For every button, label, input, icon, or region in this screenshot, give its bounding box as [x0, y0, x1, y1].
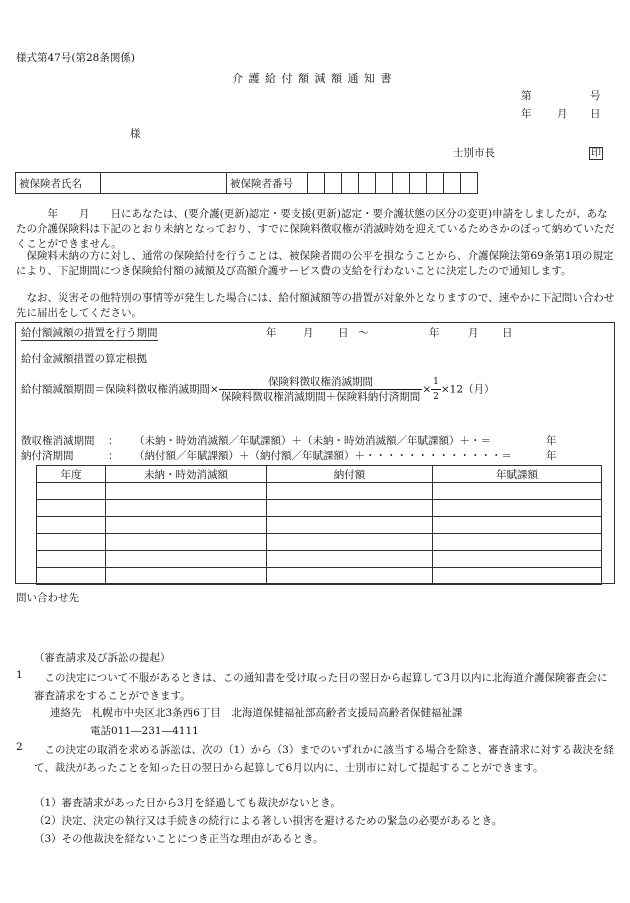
appeal-item2-number: 2 — [16, 741, 23, 753]
half-numerator: 1 — [431, 375, 441, 390]
grid-cell[interactable] — [106, 568, 267, 585]
paragraph-application: 年 月 日にあなたは、(要介護(更新)認定・要支援(更新)認定・要介護状態の区分の変更)申請をしましたが、あなたの介護保険料は下記のとおり未納となっており、すでに保険料徴収権が消滅時効を迎えているためさかのぼって納めていただくことができません。 — [16, 208, 615, 250]
table-row — [37, 551, 602, 568]
insured-number-cell[interactable] — [444, 173, 461, 194]
formula-lhs: 給付額減額期間＝保険料徴収権消滅期間× — [21, 383, 219, 396]
grid-header-row — [37, 466, 602, 483]
insured-number-cell[interactable] — [359, 173, 376, 194]
grid-cell[interactable] — [106, 551, 267, 568]
insured-number-cell[interactable] — [427, 173, 444, 194]
period-tilde: 〜 — [358, 327, 369, 339]
table-row — [37, 483, 602, 500]
doc-no-go: 号 — [590, 90, 601, 102]
expiry-period-colon: ： — [108, 435, 119, 447]
grid-cell[interactable] — [37, 500, 106, 517]
grid-cell[interactable] — [106, 517, 267, 534]
appeal-item2-text: この決定の取消を求める訴訟は、次の（1）から（3）までのいずれかに該当する場合を除き、審査請求に対する裁決を経て、裁決があったことを知った日の翌日から起算して6月以内に、士別市に対して提起することができます。 — [34, 744, 614, 774]
paragraph-notice: なお、災害その他特別の事情等が発生した場合には、給付額減額等の措置が対象外となりますので、速やかに下記問い合わせ先に届出をしてください。 — [16, 292, 615, 319]
grid-cell[interactable] — [37, 568, 106, 585]
grid-cell[interactable] — [433, 551, 602, 568]
period-start-year: 年 — [266, 327, 277, 339]
insured-name-label: 被保険者氏名 — [16, 173, 101, 194]
grid-cell[interactable] — [267, 483, 433, 500]
period-end-year: 年 — [429, 327, 440, 339]
appeal-sub-1: （1）審査請求があった日から3月を経過しても裁決がないとき。 — [34, 797, 341, 809]
table-row — [37, 500, 602, 517]
paid-period-label: 納付済期間 — [21, 450, 74, 462]
insured-number-cell[interactable] — [393, 173, 410, 194]
appeal-item1-text: この決定について不服があるときは、この通知書を受け取った日の翌日から起算して3月以内に北海道介護保険審査会に審査請求をすることができます。 — [34, 672, 608, 702]
table-row — [37, 517, 602, 534]
period-start-day: 日 — [338, 327, 349, 339]
grid-cell[interactable] — [433, 500, 602, 517]
formula-fraction — [219, 375, 423, 404]
period-label: 給付額減額の措置を行う期間 — [21, 327, 158, 339]
period-end-day: 日 — [502, 327, 513, 339]
appeal-sub-3: （3）その他裁決を経ないことにつき正当な理由があるとき。 — [34, 833, 324, 845]
formula-numerator: 保険料徴収権消滅期間 — [219, 375, 423, 390]
insured-number-cell[interactable] — [410, 173, 427, 194]
grid-cell[interactable] — [433, 517, 602, 534]
appeal-sub-2: （2）決定、決定の執行又は手続きの続行による著しい損害を避けるための緊急の必要があるとき。 — [34, 815, 503, 827]
insured-info-table — [15, 172, 478, 194]
contact-address: 連絡先 札幌市中央区北3条西6丁目 北海道保健福祉部高齢者支援局高齢者保健福祉課 — [50, 707, 463, 719]
grid-header-paid: 納付額 — [267, 466, 433, 483]
grid-cell[interactable] — [267, 568, 433, 585]
table-row — [37, 534, 602, 551]
form-number: 様式第47号(第28条関係) — [16, 52, 135, 64]
premium-grid — [36, 465, 602, 585]
grid-cell[interactable] — [106, 483, 267, 500]
grid-header-year: 年度 — [37, 466, 106, 483]
contact-phone: 電話011―231―4111 — [90, 725, 199, 737]
insured-name-field[interactable] — [101, 173, 227, 194]
formula-tail: ×12（月） — [440, 383, 495, 396]
expiry-period-expression: （未納・時効消滅額／年賦課額）＋（未納・時効消滅額／年賦課額）＋・＝ — [134, 435, 491, 447]
table-row — [37, 568, 602, 585]
premium-grid-wrap — [36, 465, 602, 585]
paid-period-unit: 年 — [546, 450, 557, 462]
expiry-period-unit: 年 — [546, 435, 557, 447]
addressee-suffix: 様 — [130, 128, 141, 140]
grid-header-unpaid: 未納・時効消滅額 — [106, 466, 267, 483]
date-year: 年 — [521, 108, 532, 120]
grid-cell[interactable] — [433, 483, 602, 500]
seal-mark: 印 — [591, 148, 601, 159]
grid-cell[interactable] — [37, 517, 106, 534]
basis-label: 給付金減額措置の算定根拠 — [21, 353, 147, 365]
paragraph-decision: 保険料未納の方に対し、通常の保険給付を行うことは、被保険者間の公平を損なうことから、介護保険法第69条第1項の規定により、下記期間につき保険給付額の減額及び高額介護サービス費の支給を行わないことに決定したので通知します。 — [16, 250, 614, 277]
grid-cell[interactable] — [267, 551, 433, 568]
insured-number-cell[interactable] — [325, 173, 342, 194]
insured-number-cell[interactable] — [342, 173, 359, 194]
calculation-box — [15, 322, 615, 584]
grid-cell[interactable] — [37, 551, 106, 568]
formula-half — [431, 375, 441, 404]
grid-cell[interactable] — [37, 534, 106, 551]
appeal-heading: （審査請求及び訴訟の提起） — [34, 652, 171, 664]
grid-header-annual: 年賦課額 — [433, 466, 602, 483]
expiry-period-label: 徴収権消滅期間 — [21, 435, 95, 447]
formula-times: × — [422, 383, 432, 396]
grid-cell[interactable] — [267, 534, 433, 551]
grid-cell[interactable] — [433, 534, 602, 551]
period-start-month: 月 — [303, 327, 314, 339]
grid-cell[interactable] — [106, 500, 267, 517]
appeal-item1-number: 1 — [16, 669, 23, 681]
paid-period-colon: ： — [108, 450, 119, 462]
insured-number-cell[interactable] — [376, 173, 393, 194]
paid-period-expression: （納付額／年賦課額）＋（納付額／年賦課額）＋・・・・・・・・・・・・・＝ — [134, 450, 512, 462]
insured-number-cell[interactable] — [308, 173, 325, 194]
formula-denominator: 保険料徴収権消滅期間＋保険料納付済期間 — [220, 391, 421, 403]
doc-no-dai: 第 — [521, 90, 532, 102]
date-day: 日 — [590, 108, 601, 120]
inquiry-label: 問い合わせ先 — [16, 592, 79, 604]
grid-cell[interactable] — [433, 568, 602, 585]
document-title: 介 護 給 付 額 減 額 通 知 書 — [232, 72, 393, 85]
grid-cell[interactable] — [267, 500, 433, 517]
grid-cell[interactable] — [106, 534, 267, 551]
issuer-name: 士別市長 — [453, 147, 495, 159]
formula — [21, 375, 495, 404]
half-denominator: 2 — [433, 392, 439, 402]
grid-cell[interactable] — [37, 483, 106, 500]
date-month: 月 — [557, 108, 568, 120]
period-end-month: 月 — [468, 327, 479, 339]
grid-cell[interactable] — [267, 517, 433, 534]
insured-number-label: 被保険者番号 — [227, 173, 308, 194]
insured-number-cell[interactable] — [461, 173, 478, 194]
